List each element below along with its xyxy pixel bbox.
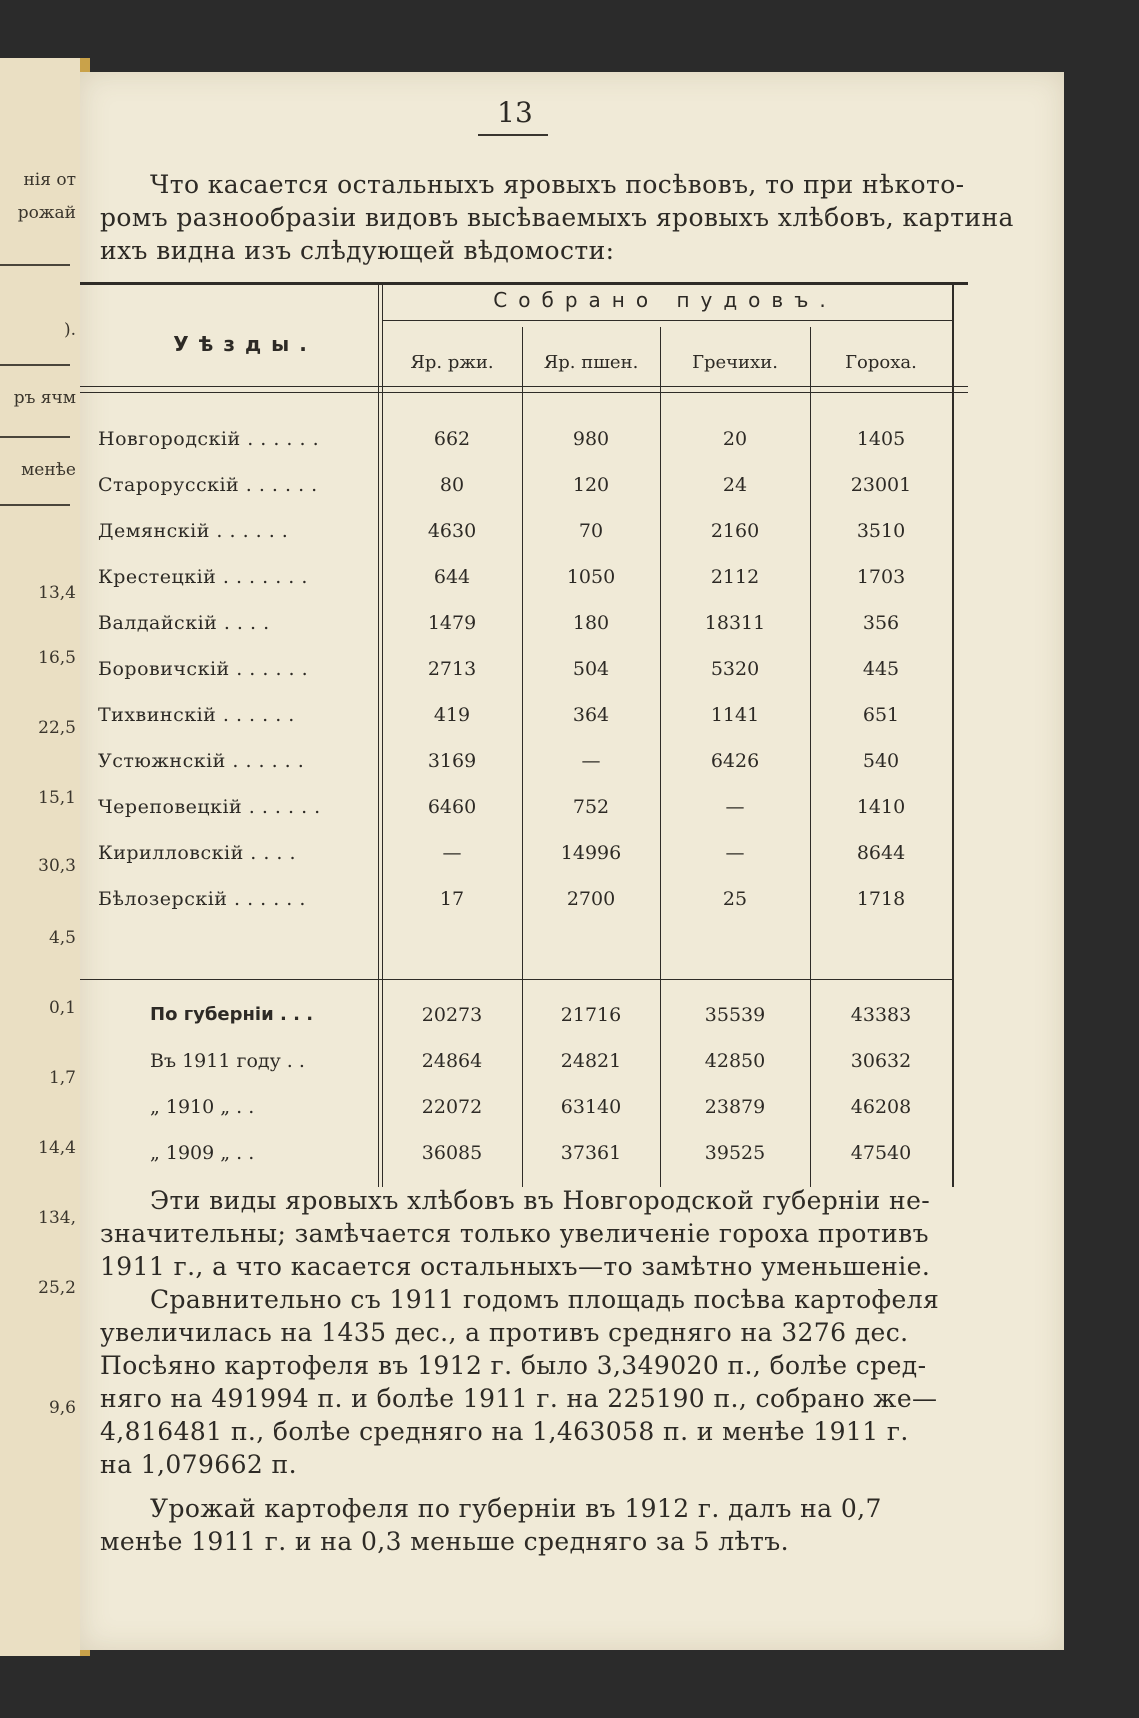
cell: 2713 — [427, 658, 477, 680]
header-col-buckwheat: Гречихи. — [692, 352, 778, 373]
cell: 651 — [862, 704, 900, 726]
text-line: 4,816481 п., болѣе средняго на 1,463058 п. и менѣе 1911 г. — [100, 1417, 909, 1446]
cell: 6426 — [710, 750, 760, 772]
district-name: Тихвинскій . . . . . . — [98, 704, 295, 726]
cell: 419 — [433, 704, 471, 726]
left-fragment: менѣе — [21, 460, 76, 480]
cell: 6460 — [427, 796, 477, 818]
header-col-wheat: Яр. пшен. — [543, 352, 639, 373]
text-line: Что касается остальныхъ яровыхъ посѣвовъ, то при нѣкото- — [150, 170, 965, 199]
cell: 1479 — [427, 612, 477, 634]
paragraph-potato-area — [100, 1283, 1050, 1481]
left-fragment: 134, — [38, 1208, 76, 1228]
paragraph-potato-yield — [100, 1492, 1050, 1558]
left-rule — [0, 436, 70, 438]
cell: 3510 — [856, 520, 906, 542]
text-line: на 1,079662 п. — [100, 1450, 297, 1479]
header-district: Уѣзды. — [173, 332, 317, 356]
cell: 47540 — [850, 1142, 912, 1164]
cell: 3169 — [427, 750, 477, 772]
text-line: увеличилась на 1435 дес., а противъ средняго на 3276 дес. — [100, 1318, 909, 1347]
summary-label: „ 1910 „ . . — [150, 1096, 255, 1118]
header-rule-double — [80, 392, 968, 393]
left-fragment: 9,6 — [48, 1398, 76, 1418]
cell: 4630 — [427, 520, 477, 542]
district-name: Демянскій . . . . . . — [98, 520, 289, 542]
cell: 8644 — [856, 842, 906, 864]
district-name: Новгородскій . . . . . . — [98, 428, 320, 450]
cell: 5320 — [710, 658, 760, 680]
cell: 70 — [578, 520, 604, 542]
left-fragment: 16,5 — [38, 648, 76, 668]
column-rule — [378, 282, 379, 1187]
cell: 39525 — [704, 1142, 766, 1164]
district-name: Старорусскій . . . . . . — [98, 474, 318, 496]
cell: 2112 — [710, 566, 760, 588]
crop-table — [80, 282, 968, 1187]
district-name: Валдайскій . . . . — [98, 612, 270, 634]
header-collected: Собрано пудовъ. — [493, 288, 837, 312]
text-line: ромъ разнообразіи видовъ высѣваемыхъ яровыхъ хлѣбовъ, картина — [100, 203, 1014, 232]
cell: 80 — [439, 474, 465, 496]
district-name: Кирилловскій . . . . — [98, 842, 297, 864]
left-fragment: 25,2 — [38, 1278, 76, 1298]
cell: 30632 — [850, 1050, 912, 1072]
cell: 63140 — [560, 1096, 622, 1118]
cell: — — [725, 842, 745, 864]
text-line: Сравнительно съ 1911 годомъ площадь посѣва картофеля — [150, 1285, 940, 1314]
cell: 2160 — [710, 520, 760, 542]
left-fragment: 22,5 — [38, 718, 76, 738]
cell: 24 — [722, 474, 748, 496]
cell: 752 — [572, 796, 610, 818]
cell: 662 — [433, 428, 471, 450]
left-fragment: рожай — [17, 203, 76, 223]
cell: 18311 — [704, 612, 766, 634]
cell: 14996 — [560, 842, 622, 864]
summary-label: По губерніи . . . — [150, 1004, 314, 1025]
cell: 24864 — [421, 1050, 483, 1072]
header-col-peas: Гороха. — [845, 352, 917, 373]
text-line: менѣе 1911 г. и на 0,3 меньше средняго за 5 лѣтъ. — [100, 1527, 789, 1556]
table-top-rule — [80, 282, 968, 285]
left-fragment: 1,7 — [48, 1068, 76, 1088]
text-line: няго на 491994 п. и болѣе 1911 г. на 225190 п., собрано же— — [100, 1384, 938, 1413]
cell: 180 — [572, 612, 610, 634]
cell: 25 — [722, 888, 748, 910]
left-page-fragment — [0, 58, 90, 1656]
cell: 20 — [722, 428, 748, 450]
district-name: Крестецкій . . . . . . . — [98, 566, 308, 588]
cell: 43383 — [850, 1004, 912, 1026]
cell: 120 — [572, 474, 610, 496]
left-fragment: ). — [63, 320, 76, 340]
left-fragment: 15,1 — [38, 788, 76, 808]
intro-paragraph — [100, 168, 1050, 267]
cell: 36085 — [421, 1142, 483, 1164]
group-header-rule — [382, 320, 952, 321]
cell: 1050 — [566, 566, 616, 588]
left-rule — [0, 264, 70, 266]
table-right-rule — [952, 282, 954, 1187]
summary-label: „ 1909 „ . . — [150, 1142, 255, 1164]
cell: — — [725, 796, 745, 818]
left-fragment: ръ ячм — [13, 388, 76, 408]
cell: 24821 — [560, 1050, 622, 1072]
cell: — — [581, 750, 601, 772]
cell: 356 — [862, 612, 900, 634]
cell: 1405 — [856, 428, 906, 450]
cell: 980 — [572, 428, 610, 450]
cell: 21716 — [560, 1004, 622, 1026]
header-rule — [80, 386, 968, 387]
summary-label: Въ 1911 году . . — [150, 1050, 305, 1072]
district-name: Устюжнскій . . . . . . — [98, 750, 305, 772]
cell: 1718 — [856, 888, 906, 910]
cell: 540 — [862, 750, 900, 772]
left-fragment: 13,4 — [38, 583, 76, 603]
left-fragment: 30,3 — [38, 856, 76, 876]
header-col-rye: Яр. ржи. — [410, 352, 494, 373]
cell: 17 — [439, 888, 465, 910]
cell: 23879 — [704, 1096, 766, 1118]
cell: 1410 — [856, 796, 906, 818]
cell: 445 — [862, 658, 900, 680]
page-number: 13 — [497, 96, 533, 129]
summary-rule — [80, 979, 952, 980]
left-rule — [0, 364, 70, 366]
cell: 644 — [433, 566, 471, 588]
text-line: Урожай картофеля по губерніи въ 1912 г. далъ на 0,7 — [150, 1494, 882, 1523]
left-fragment: 14,4 — [38, 1138, 76, 1158]
text-line: ихъ видна изъ слѣдующей вѣдомости: — [100, 236, 615, 265]
cell: 35539 — [704, 1004, 766, 1026]
cell: 42850 — [704, 1050, 766, 1072]
district-name: Череповецкій . . . . . . — [98, 796, 321, 818]
cell: 504 — [572, 658, 610, 680]
cell: 1141 — [710, 704, 760, 726]
cell: 22072 — [421, 1096, 483, 1118]
page-number-rule — [478, 134, 548, 136]
cell: — — [442, 842, 462, 864]
left-fragment: нія от — [23, 170, 76, 190]
cell: 2700 — [566, 888, 616, 910]
cell: 20273 — [421, 1004, 483, 1026]
cell: 23001 — [850, 474, 912, 496]
document-page — [80, 72, 1064, 1650]
text-line: Посѣяно картофеля въ 1912 г. было 3,349020 п., болѣе сред- — [100, 1351, 927, 1380]
text-line: Эти виды яровыхъ хлѣбовъ въ Новгородской губерніи не- — [150, 1186, 931, 1215]
paragraph-spring-crops — [100, 1184, 1050, 1283]
left-fragment: 4,5 — [48, 928, 76, 948]
text-line: 1911 г., а что касается остальныхъ—то замѣтно уменьшеніе. — [100, 1252, 931, 1281]
text-line: значительны; замѣчается только увеличеніе гороха противъ — [100, 1219, 929, 1248]
cell: 364 — [572, 704, 610, 726]
district-name: Боровичскій . . . . . . — [98, 658, 309, 680]
cell: 37361 — [560, 1142, 622, 1164]
left-rule — [0, 504, 70, 506]
left-fragment: 0,1 — [48, 998, 76, 1018]
cell: 1703 — [856, 566, 906, 588]
cell: 46208 — [850, 1096, 912, 1118]
district-name: Бѣлозерскій . . . . . . — [98, 888, 306, 910]
